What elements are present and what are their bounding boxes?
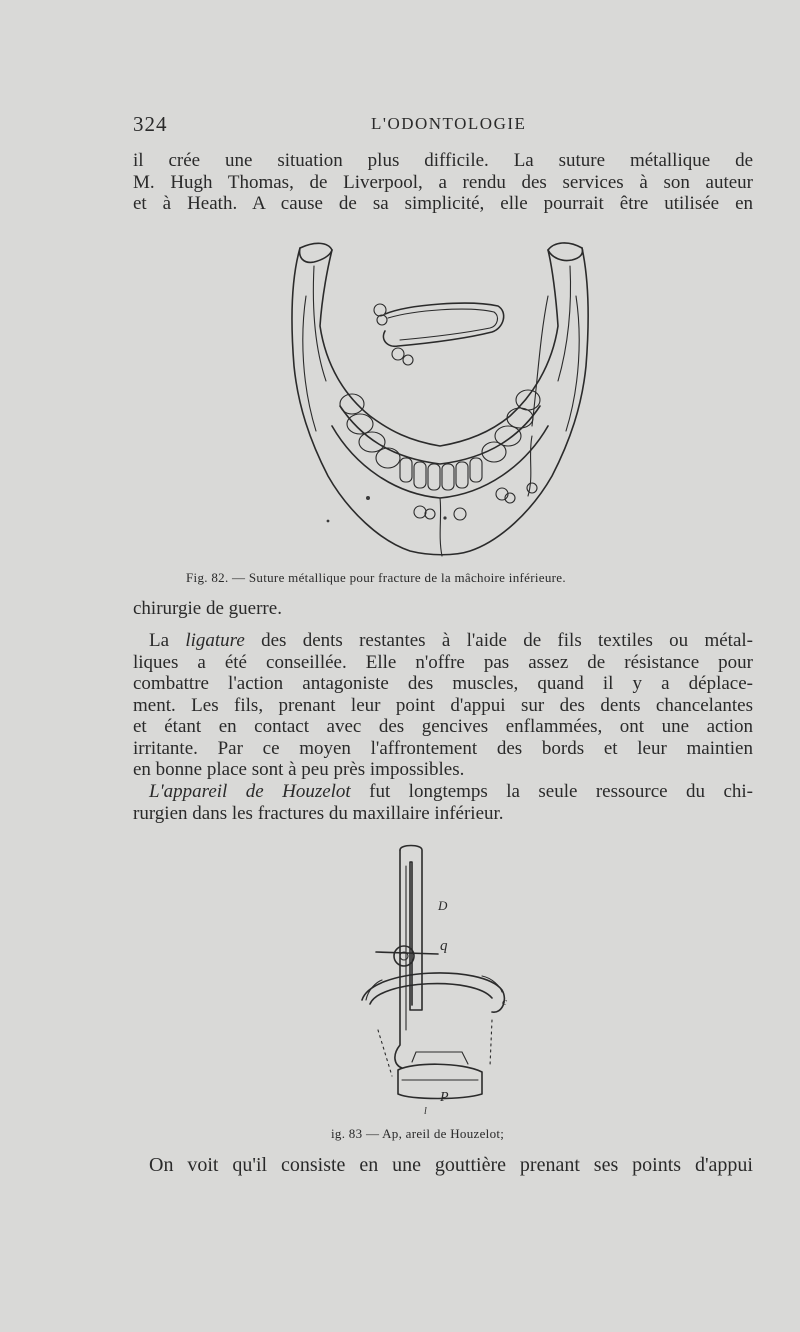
paragraph-2 [133,598,753,620]
label-l: l [424,1106,427,1117]
apparatus-drawing [352,840,532,1122]
text-line: en bonne place sont à peu près impossibles. [133,759,465,780]
paragraph-3 [133,630,753,781]
text-line: combattre l'action antagoniste des muscles, quand il y a déplace- [133,673,753,694]
paragraph-4 [133,781,753,824]
text-line: chirurgie de guerre. [133,598,282,619]
label-q: q [440,938,448,954]
figure-82-mandible-illustration [270,236,610,562]
text-fragment: fut longtemps la seule ressource du chi- [350,781,753,802]
running-title: L'ODONTOLOGIE [371,114,527,133]
figure-83-houzelot-apparatus [352,840,532,1122]
text-line: et étant en contact avec des gencives enflammées, ont une action [133,716,753,737]
italic-term-appareil: L'appareil de Houzelot [149,781,351,802]
label-D: D [438,898,448,913]
figure-83-caption: ig. 83 — Ap, areil de Houzelot; [331,1126,505,1141]
text-line: M. Hugh Thomas, de Liverpool, a rendu des services à son auteur [133,171,753,193]
text-line: irritante. Par ce moyen l'affrontement des bords et leur maintien [133,737,753,759]
paragraph-1 [133,150,753,215]
label-P: P [440,1090,449,1105]
text-line: il crée une situation plus difficile. La suture métallique de [133,150,753,171]
text-line: liques a été conseillée. Elle n'offre pas assez de résistance pour [133,651,753,673]
text-line [133,781,753,803]
page-number: 324 [133,112,168,136]
text-fragment: La [149,630,186,651]
mandible-drawing [270,236,610,562]
text-line: On voit qu'il consiste en une gouttière prenant ses points d'appui [149,1154,753,1176]
text-line: et à Heath. A cause de sa simplicité, elle pourrait être utilisée en [133,193,753,214]
text-fragment: des dents restantes à l'aide de fils textiles ou métal- [244,630,753,651]
text-line: rurgien dans les fractures du maxillaire inférieur. [133,802,504,824]
text-line: ment. Les fils, prenant leur point d'appui sur des dents chancelantes [133,694,753,716]
page-header [133,112,753,142]
label-c: c [502,996,507,1008]
text-line [133,630,753,652]
italic-term-ligature: ligature [185,630,245,651]
paragraph-5 [133,1155,753,1177]
figure-82-caption: Fig. 82. — Suture métallique pour fracture de la mâchoire inférieure. [186,570,566,585]
